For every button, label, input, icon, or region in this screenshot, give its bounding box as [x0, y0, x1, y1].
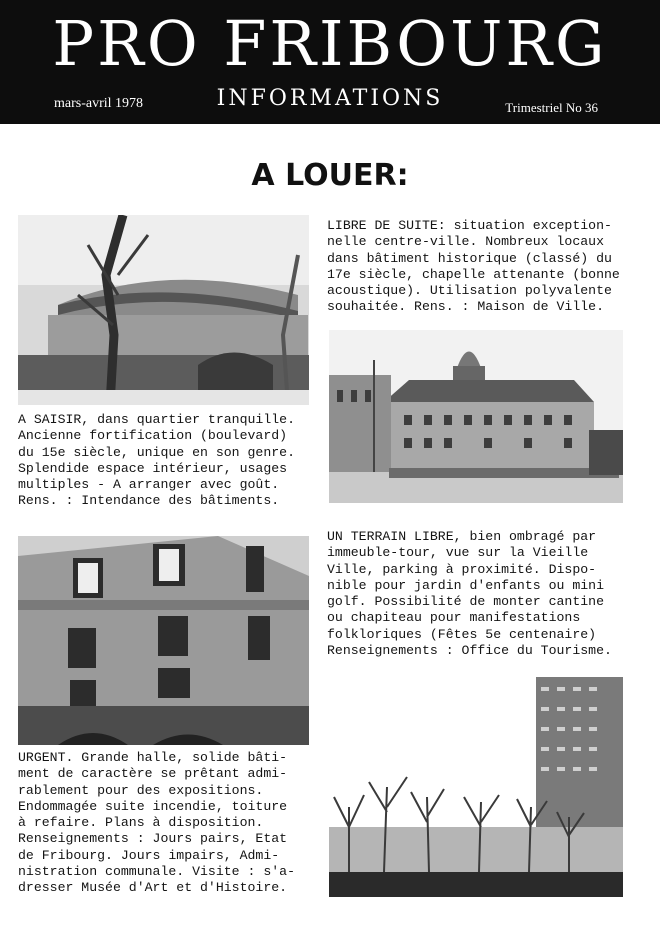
- fortification-photo: [18, 215, 309, 405]
- issue-date: mars-avril 1978: [54, 96, 144, 111]
- historic-building-photo: [329, 330, 623, 503]
- page-headline: A LOUER:: [251, 158, 409, 193]
- terrain-tower-photo: [329, 677, 623, 897]
- a-saisir-text: A SAISIR, dans quartier tranquille. Ancienne fortification (boulevard) du 15e siècle, unique en son genre. Splendide espace intérieur, usages multiples - A arranger avec goût. Rens. : Intendance des bâtiments.: [18, 412, 295, 509]
- masthead-subtitle: INFORMATIONS: [216, 86, 444, 111]
- masthead: [0, 0, 660, 124]
- issue-number: Trimestriel No 36: [505, 100, 598, 115]
- un-terrain-text: UN TERRAIN LIBRE, bien ombragé par immeuble-tour, vue sur la Vieille Ville, parking à proximité. Dispo- nible pour jardin d'enfants ou mini golf. Possibilité de monter cantine ou chapiteau pour manifestations folkloriques (Fêtes 5e centenaire) Renseignements : Office du Tourisme.: [327, 529, 612, 659]
- masthead-title: PRO FRIBOURG: [52, 7, 608, 80]
- libre-de-suite-text: LIBRE DE SUITE: situation exception- nelle centre-ville. Nombreux locaux dans bâtiment historique (classé) du 17e siècle, chapelle attenante (bonne acoustique). Utilisation polyvalente souhaitée. Rens. : Maison de Ville.: [327, 218, 620, 315]
- urgent-text: URGENT. Grande halle, solide bâti- ment de caractère se prêtant admi- rablement pour des expositions. Endommagée suite incendie, toiture à refaire. Plans à disposition. Renseignements : Jours pairs, Etat de Fribourg. Jours impairs, Admi- nistration communale. Visite : s'a- dresser Musée d'Art et d'Histoire.: [18, 750, 295, 896]
- grande-halle-photo: [18, 536, 309, 745]
